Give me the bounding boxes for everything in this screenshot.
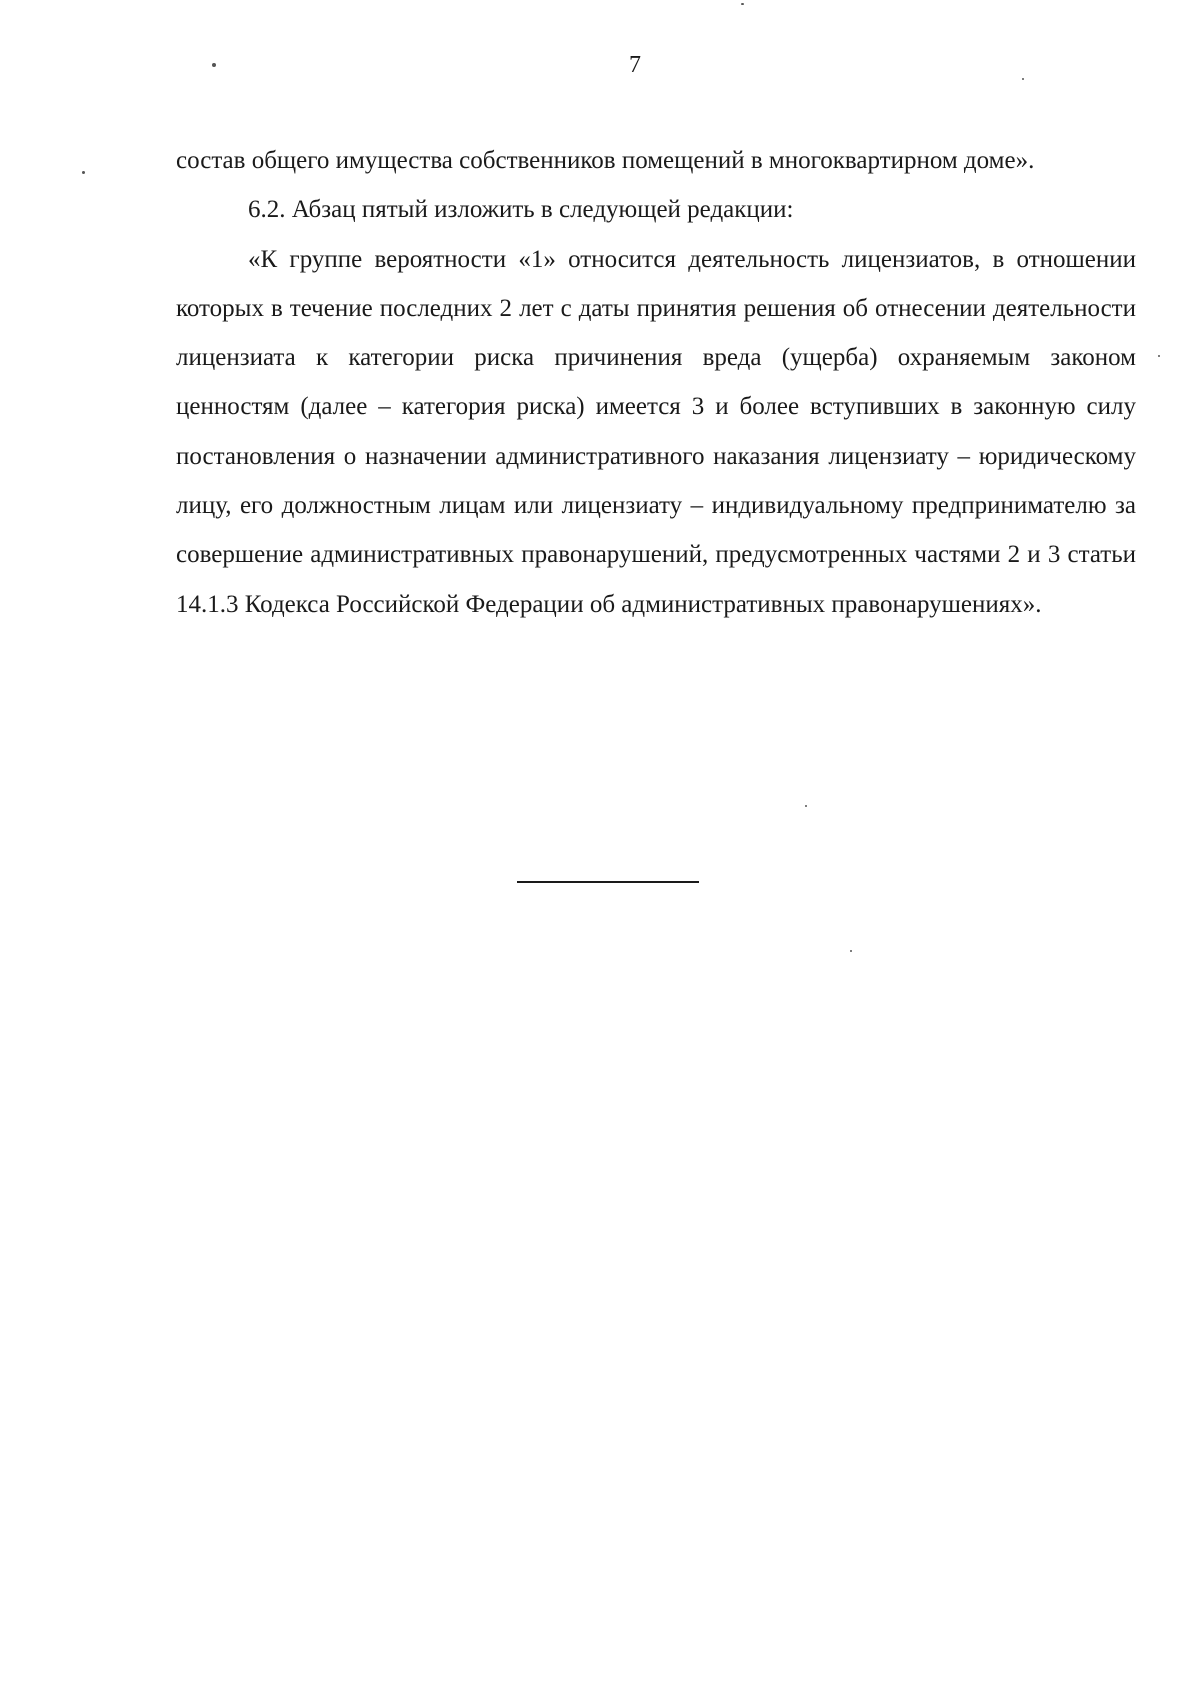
document-body bbox=[176, 136, 1136, 629]
scan-speck bbox=[741, 3, 744, 5]
paragraph-continuation: состав общего имущества собственников помещений в многоквартирном доме». bbox=[176, 147, 1035, 174]
scan-speck bbox=[82, 171, 85, 174]
paragraph-6-2: 6.2. Абзац пятый изложить в следующей редакции: bbox=[248, 196, 794, 224]
scan-speck bbox=[805, 805, 807, 807]
end-separator-line bbox=[517, 881, 699, 883]
scan-speck bbox=[1022, 78, 1024, 80]
scan-speck bbox=[1158, 355, 1160, 357]
paragraph-quote: «К группе вероятности «1» относится деятельность лицензиатов, в отношении которых в течение последних 2 лет с даты принятия решения об отнесении деятельности лицензиата к категории риска причинения вреда (ущерба) охраняемым законом ценностям (далее – категория риска) имеется 3 и более вступивших в законную силу постановления о назначении административного наказания лицензиату – юридическому лицу, его должностным лицам или лицензиату – индивидуальному предпринимателю за совершение административных правонарушений, предусмотренных частями 2 и 3 статьи 14.1.3 Кодекса Российской Федерации об административных правонарушениях». bbox=[176, 245, 1136, 618]
scan-speck bbox=[212, 63, 216, 67]
scan-speck bbox=[850, 950, 852, 952]
page-number: 7 bbox=[629, 52, 641, 78]
